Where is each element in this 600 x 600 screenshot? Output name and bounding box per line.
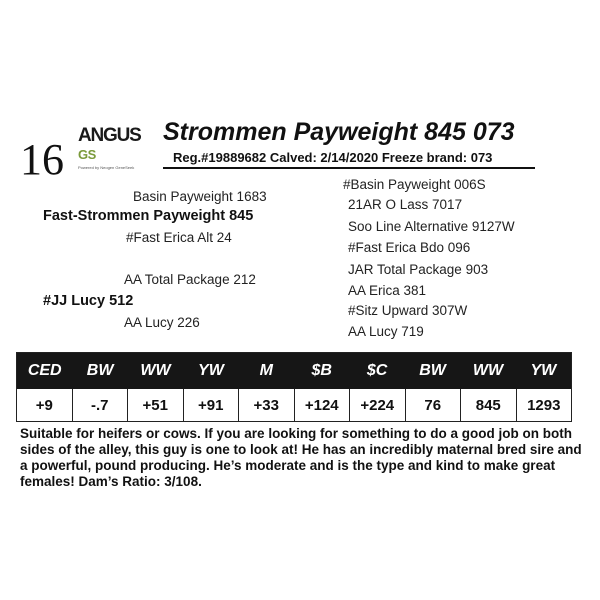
epd-header-actual-ww: WW (472, 362, 504, 379)
dd-dam: AA Lucy 719 (348, 324, 424, 339)
epd-header-ced: CED (27, 362, 62, 379)
dam-sire: AA Total Package 212 (124, 272, 256, 287)
epd-value-bw: -.7 (73, 389, 129, 421)
angus-gs-logo (78, 125, 156, 170)
epd-header-yw: YW (198, 362, 224, 379)
logo-tagline: Powered by Neogen GeneSeek (78, 165, 135, 170)
registration-line: Reg.#19889682 Calved: 2/14/2020 Freeze brand: 073 (173, 150, 493, 165)
logo-word: ANGUS (78, 125, 141, 146)
epd-value-m: +33 (239, 389, 295, 421)
sire-dam: #Fast Erica Alt 24 (126, 230, 232, 245)
animal-name: Strommen Payweight 845 073 (163, 118, 515, 146)
epd-value-ww: +51 (128, 389, 184, 421)
ds-sire: JAR Total Package 903 (348, 262, 489, 277)
epd-header-actual-bw: BW (419, 362, 446, 379)
description-text: Suitable for heifers or cows. If you are looking for something to do a good job on both sides of the alley, this guy is one to look at! He has an incredibly maternal bred sire and a powerful, pound producing. He’s moderate and is the type and kind to make great females! Dam’s Ratio: 3/108. (20, 426, 582, 489)
epd-header-row (17, 353, 571, 389)
epd-value-ced: +9 (17, 389, 73, 421)
title-underline (163, 167, 535, 169)
epd-value-yw: +91 (184, 389, 240, 421)
sire: Fast-Strommen Payweight 845 (43, 208, 254, 224)
sd-sire: Soo Line Alternative 9127W (348, 219, 515, 234)
logo-suffix: GS (78, 147, 96, 162)
epd-value-actual-yw: 1293 (527, 396, 561, 414)
epd-header-actual-yw: YW (530, 362, 557, 379)
epd-header-m: M (259, 362, 273, 379)
sire-sire: Basin Payweight 1683 (133, 189, 267, 204)
ds-dam: AA Erica 381 (348, 283, 427, 298)
epd-value-actual-ww: 845 (461, 389, 517, 421)
epd-table (16, 352, 572, 422)
epd-header-ww: WW (140, 362, 171, 379)
epd-value-b: +124 (295, 389, 351, 421)
lot-number: 16 (20, 135, 64, 184)
dam-dam: AA Lucy 226 (124, 315, 200, 330)
epd-value-actual-bw: 76 (406, 389, 462, 421)
epd-header-bw: BW (86, 362, 114, 379)
dam: #JJ Lucy 512 (43, 293, 134, 309)
sd-dam: #Fast Erica Bdo 096 (348, 240, 471, 255)
epd-header-b: $B (311, 362, 332, 379)
ss-dam: 21AR O Lass 7017 (348, 197, 463, 212)
epd-header-c: $C (366, 362, 388, 379)
epd-value-row (17, 389, 571, 421)
epd-value-c: +224 (350, 389, 406, 421)
dd-sire: #Sitz Upward 307W (348, 303, 468, 318)
ss-sire: #Basin Payweight 006S (343, 177, 486, 192)
